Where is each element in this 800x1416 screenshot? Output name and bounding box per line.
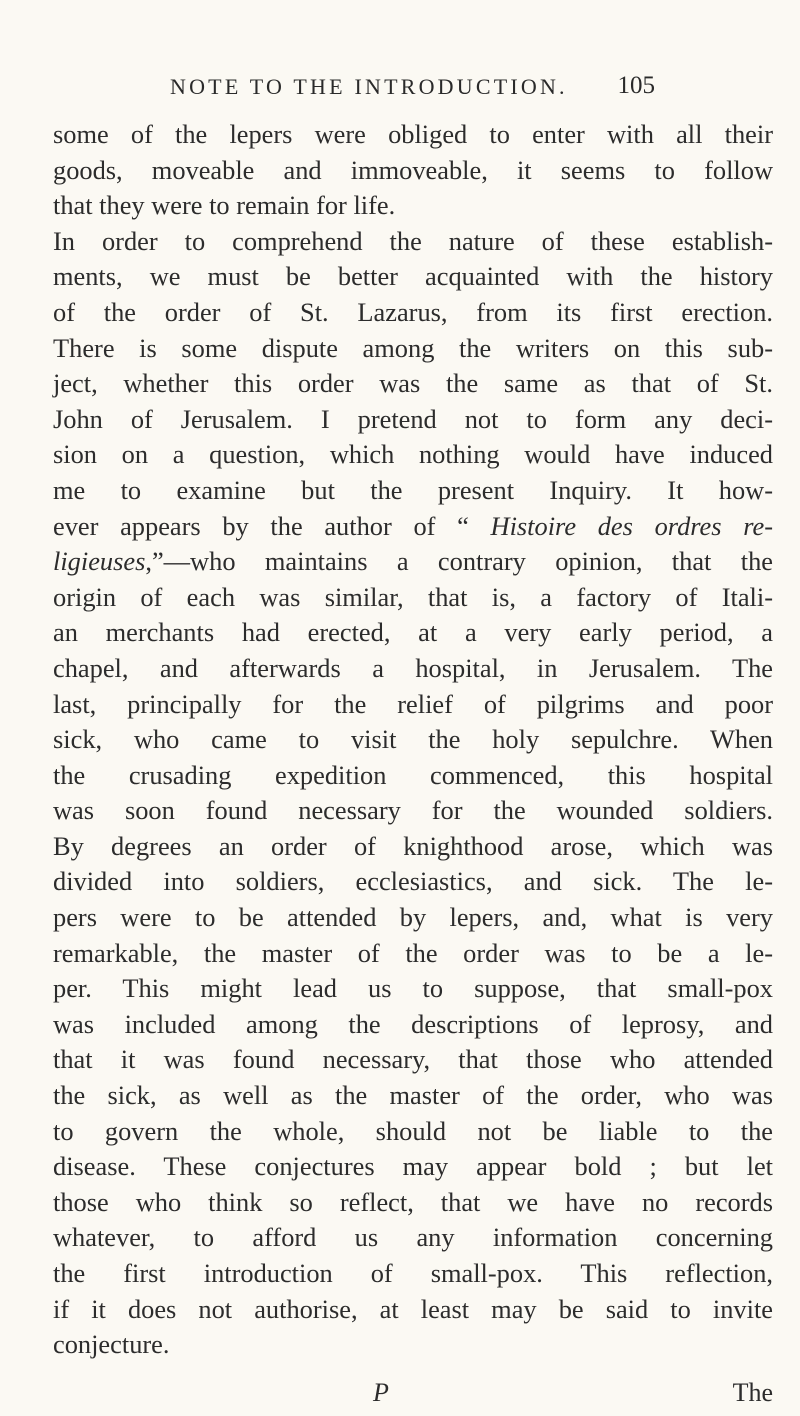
text-line: the sick, as well as the master of the order, who was xyxy=(53,1080,773,1111)
text-line: per. This might lead us to suppose, that small-pox xyxy=(53,973,773,1004)
text-line: In order to comprehend the nature of these establish- xyxy=(53,225,773,256)
italic-title-segment: ligieuses xyxy=(53,546,146,577)
text-line: was soon found necessary for the wounded soldiers. xyxy=(53,795,773,826)
text-line: disease. These conjectures may appear bold ; but let xyxy=(53,1151,773,1182)
text-line: the crusading expedition commenced, this hospital xyxy=(53,759,773,790)
text-line: conjecture. xyxy=(53,1329,170,1360)
text-line xyxy=(53,509,773,545)
text-line: that they were to remain for life. xyxy=(53,190,396,221)
running-head xyxy=(140,74,655,110)
text-line: if it does not authorise, at least may be said to invite xyxy=(53,1293,773,1324)
text-line: an merchants had erected, at a very early period, a xyxy=(53,617,773,648)
text-line: divided into soldiers, ecclesiastics, and sick. The le- xyxy=(53,866,773,897)
text-line: ject, whether this order was the same as that of St. xyxy=(53,368,773,399)
text-line: goods, moveable and immoveable, it seems to follow xyxy=(53,154,773,185)
italic-title-segment: Histoire des ordres re- xyxy=(490,510,774,541)
text-line: those who think so reflect, that we have no records xyxy=(53,1186,773,1217)
text-line: that it was found necessary, that those who attended xyxy=(53,1044,773,1075)
text-line xyxy=(53,544,773,580)
text-line: pers were to be attended by lepers, and, what is very xyxy=(53,902,773,933)
text-line: was included among the descriptions of leprosy, and xyxy=(53,1008,773,1039)
text-line: There is some dispute among the writers on this sub- xyxy=(53,332,773,363)
text-line: last, principally for the relief of pilgrims and poor xyxy=(53,688,773,719)
running-title: NOTE TO THE INTRODUCTION. xyxy=(170,74,568,99)
catchword: The xyxy=(732,1378,773,1407)
text-line: origin of each was similar, that is, a factory of Itali- xyxy=(53,581,773,612)
text-line: John of Jerusalem. I pretend not to form any deci- xyxy=(53,403,773,434)
text-line: me to examine but the present Inquiry. It how- xyxy=(53,474,773,505)
text-line: some of the lepers were obliged to enter with all their xyxy=(53,119,773,149)
text-line: to govern the whole, should not be liable to the xyxy=(53,1115,773,1146)
page-number: 105 xyxy=(617,72,655,99)
text-line: ments, we must be better acquainted with the history xyxy=(53,261,773,292)
text-line: of the order of St. Lazarus, from its first erection. xyxy=(53,296,773,327)
text-line: remarkable, the master of the order was to be a le- xyxy=(53,937,773,968)
text-segment: ever appears by the author of “ xyxy=(53,510,491,541)
page-footer xyxy=(53,1378,773,1414)
text-line: the first introduction of small-pox. This reflection, xyxy=(53,1258,773,1288)
text-line: By degrees an order of knighthood arose, which was xyxy=(53,830,773,861)
body-text xyxy=(53,117,773,1363)
text-line: chapel, and afterwards a hospital, in Jerusalem. The xyxy=(53,652,773,683)
text-line: whatever, to afford us any information concerning xyxy=(53,1222,773,1253)
text-line: sion on a question, which nothing would have induced xyxy=(53,439,773,470)
text-segment: ,”—who maintains a contrary opinion, that the xyxy=(145,546,773,577)
text-line: sick, who came to visit the holy sepulchre. When xyxy=(53,724,773,755)
signature-mark: P xyxy=(373,1378,389,1407)
